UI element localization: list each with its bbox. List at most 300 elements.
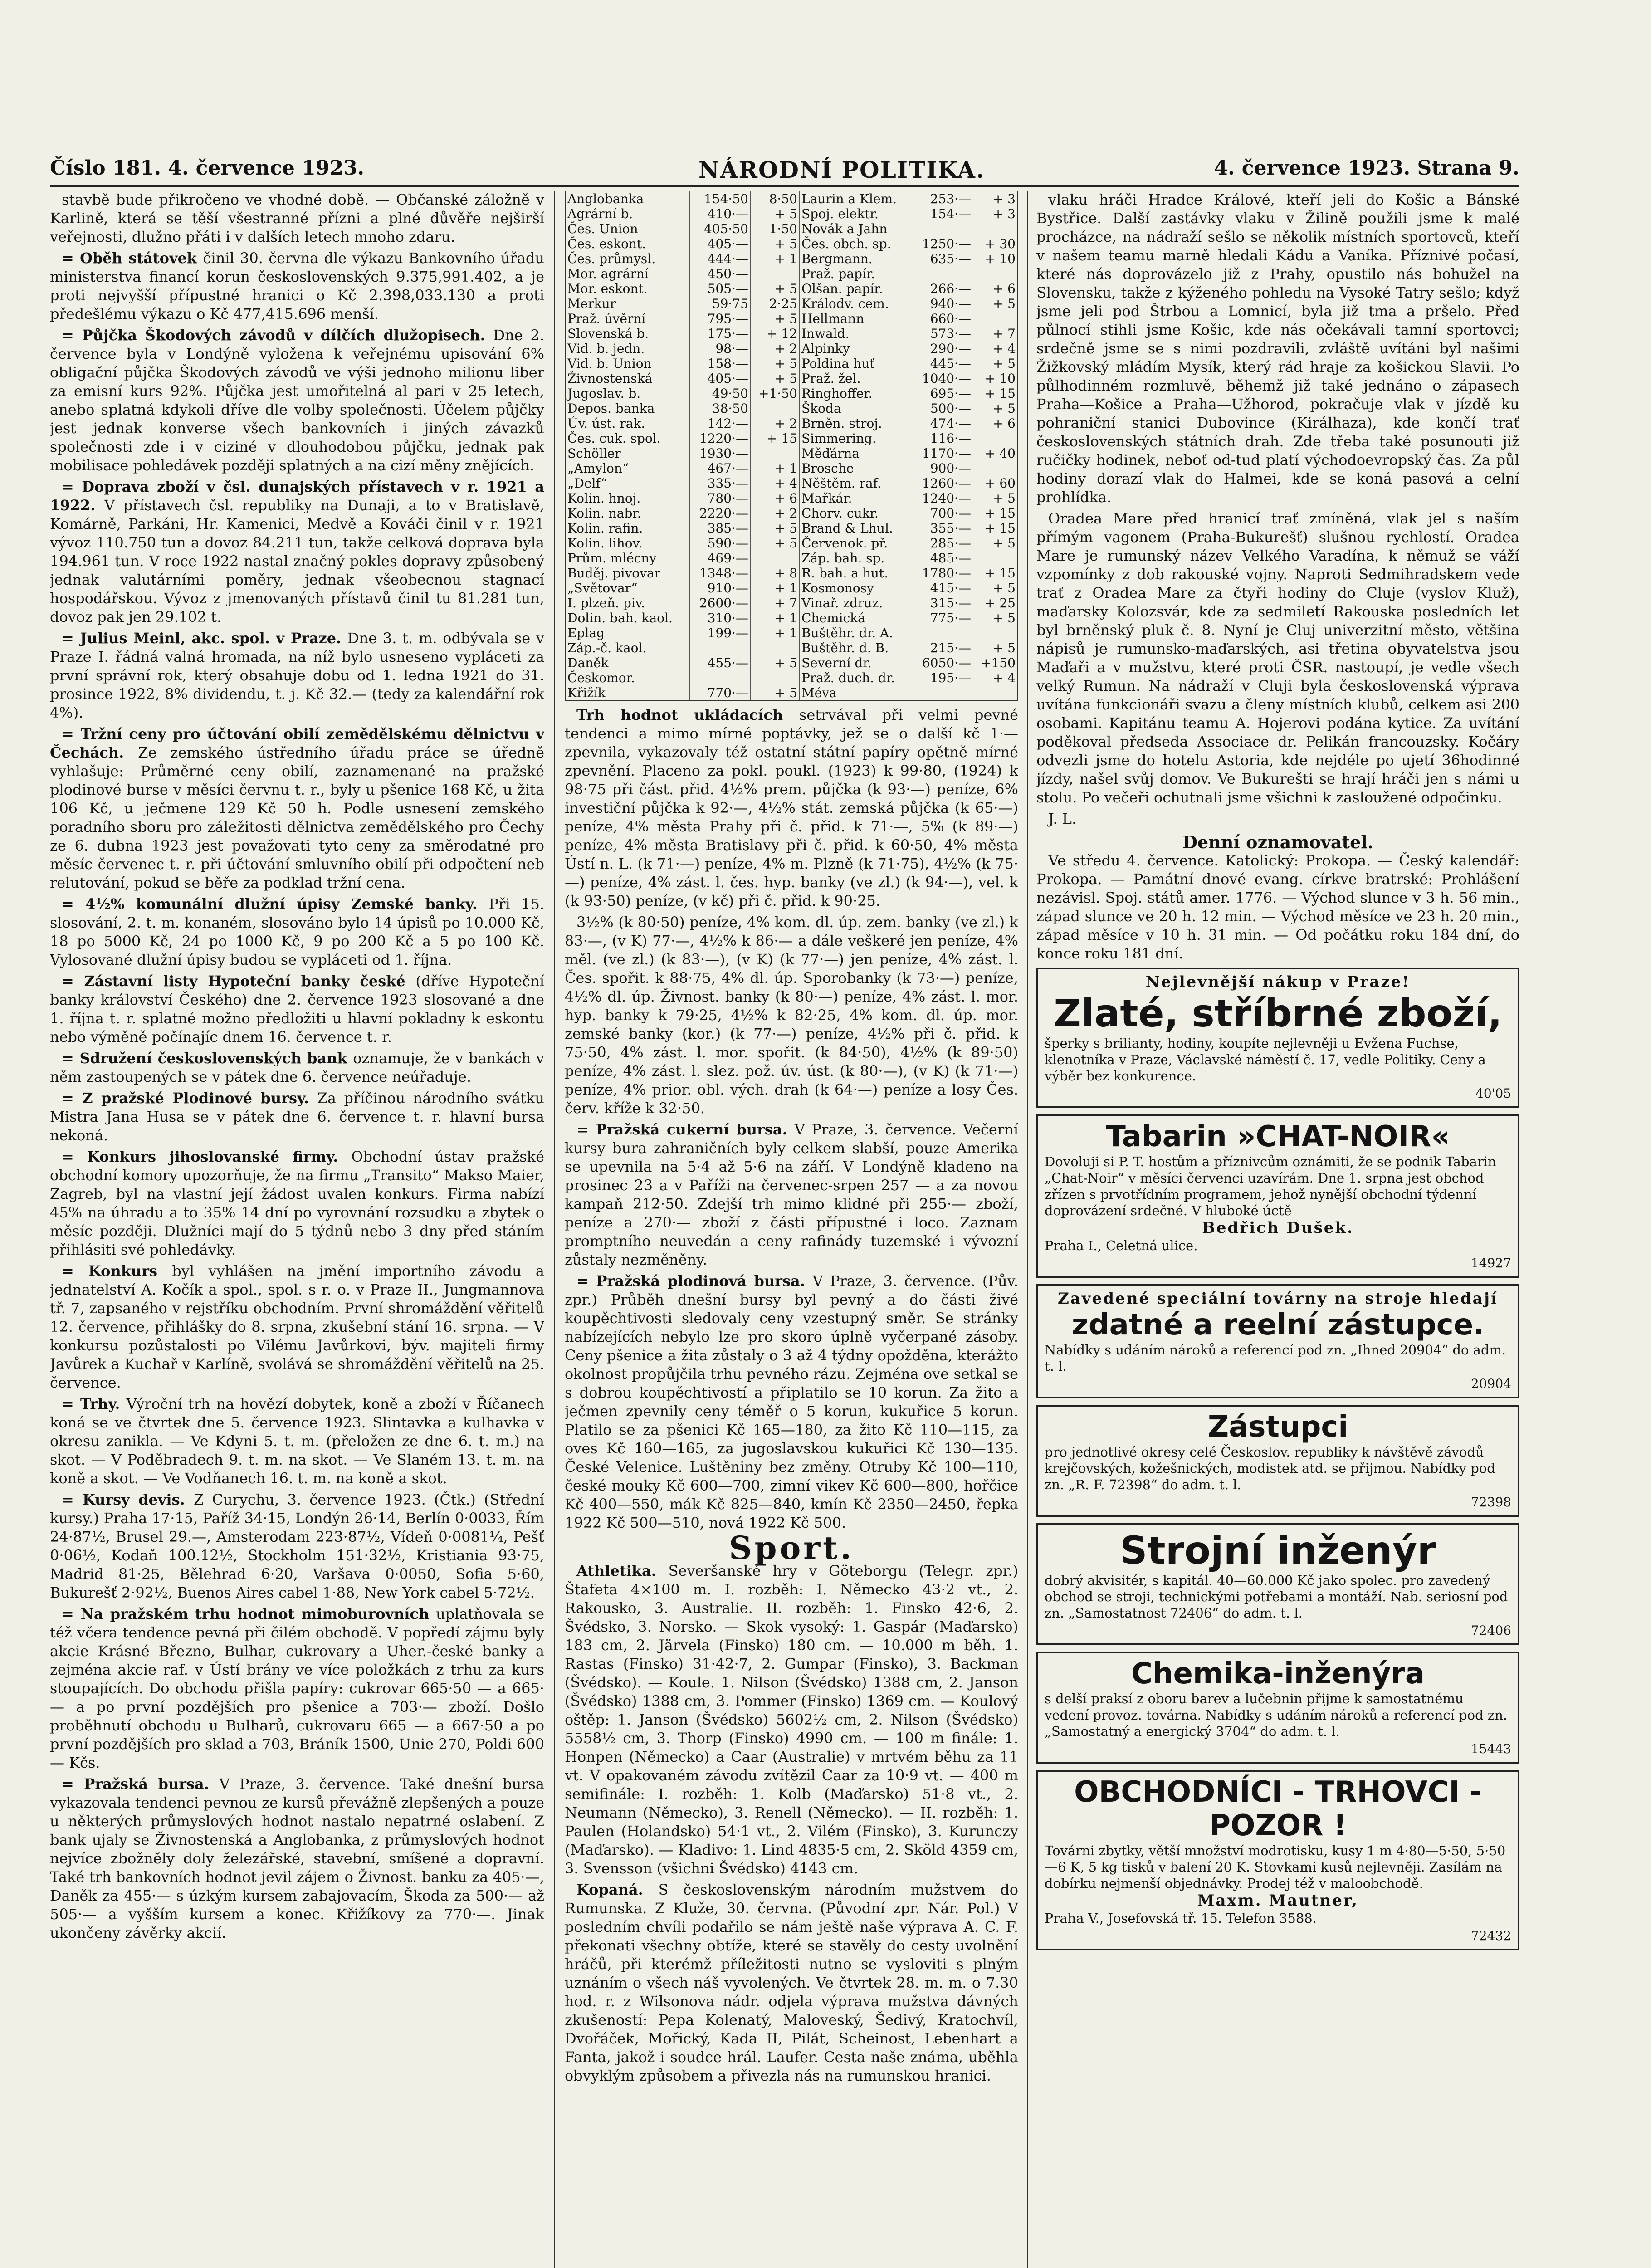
sport-heading: Sport. xyxy=(729,1529,854,1567)
stock-cell xyxy=(973,551,1018,566)
stock-row xyxy=(565,566,1018,581)
stock-cell: + 15 xyxy=(973,566,1018,581)
stock-cell xyxy=(750,266,799,281)
stock-cell: + 1 xyxy=(750,581,799,596)
article-text: (dříve Hypoteční banky království Českého) dne 2. července 1923 slosované a dne 1. října t. r. splatné možno předložiti u hlavní pokladny k eskontu nebo výměně počínajíc dnem 16. července t. r. xyxy=(50,973,544,1046)
stock-cell: + 60 xyxy=(973,476,1018,491)
stock-cell: 335·— xyxy=(690,476,750,491)
article-lead: = Pražská cukerní bursa. xyxy=(576,1121,795,1138)
stock-cell: 266·— xyxy=(913,281,973,296)
stock-cell: Kolin. hnoj. xyxy=(565,491,690,506)
article-paragraph xyxy=(50,1395,544,1488)
article-paragraph xyxy=(50,1605,544,1772)
article-paragraph xyxy=(50,249,544,323)
stock-cell: 500·— xyxy=(913,401,973,416)
ad-signature: Bedřich Dušek. xyxy=(1202,1219,1354,1237)
article-text: Z Curychu, 3. července 1923. (Čtk.) (Střední kursy.) Praha 17·15, Paříž 34·15, Londýn 26·14, Berlín 0·0033, Řím 24·87½, Brusel 29.—, Amsterodam 223·87½, Vídeň 0·0081¼, Pešť 0·06½, Kodaň 100.12½, Stockholm 151·32½, Kristiania 93·75, Madrid 81·25, Bělehrad 6·20, Varšava 0·0050, Sofia 5·60, Bukurešť 2·92½, Buenos Aires cabel 1·88, New York cabel 5·72½. xyxy=(50,1491,544,1601)
article-text: setrvával při velmi pevné tendenci a mimo mírné poptávky, jež se o další kč 1·— zpevnila, vykazovaly též ostatní státní papíry opětně mírné zpevnění. Placeno za pokl. poukl. (1923) k 99·80, (1924) k 98·75 při část. přid. 4½% prem. půjčka (k 93·—) peníze, 6% investiční půjčka k 92·—, 4½% stát. zemská půjčka (k 65·—) peníze, 4% města Prahy při č. přid. k 71·—, 5% (k 89·—) peníze, 4% města Bratislavy při č. přid. k 60·50, 4% města Ústí n. L. (k 71·—) peníze, 4% m. Plzně (k 71·75), 4½% (k 75·—) peníze, 4% zást. l. čes. hyp. banky (ve zl.) (k 94·—), vel. k (k 93·50) peníze, (v kč) při č. přid. k 90·25. xyxy=(565,706,1018,909)
stock-row xyxy=(565,461,1018,476)
ad-code: 15443 xyxy=(1470,1741,1511,1756)
stock-cell xyxy=(913,626,973,640)
stock-cell: Alpinky xyxy=(799,341,913,356)
stock-cell: Něštěm. raf. xyxy=(799,476,913,491)
stock-row xyxy=(565,296,1018,311)
article-paragraph xyxy=(50,1148,544,1259)
stock-cell: +1·50 xyxy=(750,386,799,401)
article-paragraph xyxy=(50,326,544,475)
stock-cell: 142·— xyxy=(690,416,750,431)
advertisement xyxy=(1036,1652,1519,1764)
article-lead: = Sdružení československých bank xyxy=(62,1050,353,1067)
ad-body: Továrni zbytky, větší množství modrotisku, kusy 1 m 4·80—5·50, 5·50—6 K, 5 kg tisků v balení 20 K. Stovkami kusů nejlevněji. Zasílám na dobírku nejmenší objednávky. Prodej též v maloobchodě. xyxy=(1045,1843,1506,1891)
stock-row xyxy=(565,655,1018,670)
stock-cell: 38·50 xyxy=(690,401,750,416)
stock-cell: 59·75 xyxy=(690,296,750,311)
ad-body: pro jednotlivé okresy celé Českoslov. republiky k návštěvě závodů krejčovských, kožešnických, modistek atd. se přijmou. Nabídky pod zn. „R. F. 72398“ do adm. t. l. xyxy=(1045,1444,1495,1492)
article-paragraph xyxy=(50,1089,544,1145)
stock-cell: 590·— xyxy=(690,536,750,551)
stock-cell: 474·— xyxy=(913,416,973,431)
ad-code: 72406 xyxy=(1470,1623,1511,1638)
stock-cell: + 1 xyxy=(750,251,799,266)
stock-cell: 2600·— xyxy=(690,596,750,611)
stock-cell: 1780·— xyxy=(913,566,973,581)
stock-cell: Mor. agrární xyxy=(565,266,690,281)
article-text: Obchodní ústav pražské obchodní komory upozorňuje, že na firmu „Transito“ Makso Maier, Zagreb, byl na vlastní její žádost uvalen konkurs. Firma nabízí 45% na úhradu a to 35% 14 dní po vyrovnání rozsudku a zbytek o měsíc později. Dlužníci mají do 5 týdnů nebo 3 dny před stáním přihlásiti své pohledávky. xyxy=(50,1148,544,1258)
stock-cell: Brosche xyxy=(799,461,913,476)
stock-cell: Laurin a Klem. xyxy=(799,191,913,206)
article-text: V Praze, 3. července. Také dnešní bursa vykazovala tendenci pevnou ze kursů převážně zlepšených a pouze u některých průmyslových hodnot nastalo nepatrné oslabení. Z bank ujaly se Živnostenská a Anglobanka, z průmyslových hodnot nejvíce zbožněly doly železářské, stavební, smíšené a dopravní. Také trh bankovních hodnot jevil zájem o Živnost. banku za 405·—, Daněk za 455·— s úzkým kursem zabajovacím, Škoda za 500·— až 505·— a vyšším kursem a konec. Křižíkovy za 770·—. Jinak ukončeny závěrky akcií. xyxy=(50,1775,544,1941)
stock-cell: Červenok. př. xyxy=(799,536,913,551)
stock-cell: Poldina huť xyxy=(799,356,913,371)
stock-cell: + 6 xyxy=(973,416,1018,431)
article-lead: = Pražská bursa. xyxy=(62,1775,220,1793)
stock-cell: 444·— xyxy=(690,251,750,266)
ad-headline: OBCHODNÍCI - TRHOVCI - POZOR ! xyxy=(1074,1775,1482,1843)
stock-cell xyxy=(973,461,1018,476)
stock-cell: + 1 xyxy=(750,611,799,626)
ad-headline: Chemika-inženýra xyxy=(1131,1657,1425,1691)
article-text: 3½% (k 80·50) peníze, 4% kom. dl. úp. zem. banky (ve zl.) k 83·—, (v K) 77·—, 4½% k 86·— a dále veškeré jen peníze, 4% měl. (ve zl.) (k 83·—), (v K) (k 77·—) jen peníze, 4% zást. l. Čes. spořit. k 88·75, 4% dl. úp. Sporobanky (k 73·—) peníze, 4½% dl. úp. Živnost. banky (k 80·—) peníze, 4% zást. l. mor. hyp. banky k 79·25, 4½% k 82·25, 4% kom. dl. úp. mor. zemské banky (kor.) (k 77·—) peníze, 4½% při č. přid. k 75·50, 4% zást. l. mor. spořit. (k 84·50), 4½% (k 89·50) peníze, 4% zást. l. slez. pož. úv. úst. (k 80·—), (v K) (k 71·—) peníze, 4% prior. obl. vých. drah (k 64·—) peníze a losy Čes. červ. kříže k 32·50. xyxy=(565,914,1018,1117)
stock-cell: 775·— xyxy=(913,611,973,626)
stock-cell: Spoj. elektr. xyxy=(799,206,913,221)
article-lead: = Julius Meinl, akc. spol. v Praze. xyxy=(62,630,347,647)
article-lead: = Trhy. xyxy=(62,1395,127,1413)
stock-cell: + 3 xyxy=(973,206,1018,221)
stock-cell: 405·— xyxy=(690,236,750,251)
stock-row xyxy=(565,386,1018,401)
stock-cell: 175·— xyxy=(690,326,750,341)
article-paragraph xyxy=(1036,191,1519,507)
advertisement xyxy=(1036,1523,1519,1645)
stock-cell: 49·50 xyxy=(690,386,750,401)
article-text: Oradea Mare před hranicí trať zmíněná, vlak jel s naším přímým vagonem (Praha-Bukurešť) slušnou rychlostí. Oradea Mare je rumunský název Velkého Varadína, k němuž se váží vzpomínky z dob rakouské vojny. Naproti Sedmihradskem vede trať z Oradea Mare za čtyři hodiny do Cluje (vyslov Kluž), maďarsky Kolozsvár, kde za sedmiletí Rakouska posledních let byl brněnský pluk č. 8. Nyní je Cluj univerzitní město, většina nápisů je rumunsko-maďarských, asi třetina obyvatelstva jsou Maďaři a v mužstvu, které proti ČSR. nastoupí, je vedle všech velký Rumun. Na nádraží v Cluji byla československá výprava uvítána funkcionáři svazu a členy místních klubů, celkem asi 200 osobami. Kapitánu teamu A. Hojerovi podána kytice. Za uvítání poděkoval předseda Associace dr. Pelikán francouzsky. Kočáry odvezli jsme do hotelu Astoria, kde nejdéle po ujetí 36hodinné jízdy, našel svůj domov. Ve Bukurešti se hrají hráči jen s námi u stolu. Po večeři ochutnali jsme všichni k zasloužené odpočinku. xyxy=(1036,510,1519,806)
ad-headline: Zástupci xyxy=(1207,1410,1348,1444)
stock-row xyxy=(565,431,1018,446)
page-number: 4. července 1923. Strana 9. xyxy=(1214,156,1519,180)
article-text: byl vyhlášen na jmění importního závodu a jednatelství A. Kočík a spol., spol. s r. o. v Praze II., Jungmannova tř. 7, zapsaného v rejstříku obchodním. První shromáždění věřitelů 12. července, přihlášky do 8. srpna, zkušební stání 16. srpna. — V konkursu pozůstalosti po Vilému Javůrkovi, býv. majiteli firmy Javůrek a Kuchař v Karlíně, svolává se shromáždění věřitelů na 25. července. xyxy=(50,1262,544,1391)
stock-cell xyxy=(750,640,799,655)
ad-subtitle: Praha V., Josefovská tř. 15. Telefon 3588. xyxy=(1045,1911,1317,1926)
stock-cell: Úv. úst. rak. xyxy=(565,416,690,431)
stock-cell: Praž. duch. dr. xyxy=(799,670,913,685)
stock-cell: + 30 xyxy=(973,236,1018,251)
stock-cell: Vid. b. Union xyxy=(565,356,690,371)
stock-cell: 154·— xyxy=(913,206,973,221)
stock-cell: Méva xyxy=(799,685,913,701)
stock-row xyxy=(565,685,1018,701)
ad-body: šperky s brilianty, hodiny, koupíte nejlevněji u Evžena Fuchse, klenotníka v Praze, Václavské náměstí č. 17, vedle Politiky. Ceny a výběr bez konkurence. xyxy=(1045,1036,1486,1084)
article-lead: = 4½% komunální dlužní úpisy Zemské banky. xyxy=(62,895,489,913)
ad-signature: Maxm. Mautner, xyxy=(1197,1892,1359,1910)
article-paragraph xyxy=(50,629,544,722)
stock-cell: 6050·— xyxy=(913,655,973,670)
stock-cell: Čes. průmysl. xyxy=(565,251,690,266)
stock-row xyxy=(565,311,1018,326)
stock-cell xyxy=(973,221,1018,236)
ad-code: 40'05 xyxy=(1475,1086,1511,1101)
advertisement xyxy=(1036,1770,1519,1950)
ad-body: dobrý akvisitér, s kapitál. 40—60.000 Kč jako spolec. pro zavedený obchod se stroji, technickými potřebami a montáží. Nab. seriosní pod zn. „Samostatnost 72406“ do adm. t. l. xyxy=(1045,1573,1508,1621)
article-text: oznamuje, že v bankách v něm zastoupených se v pátek dne 6. července neúřaduje. xyxy=(50,1050,544,1085)
stock-cell: 700·— xyxy=(913,506,973,521)
issue-number: Číslo 181. 4. července 1923. xyxy=(50,156,365,180)
ad-strip: Nejlevnější nákup v Praze! xyxy=(1145,973,1411,991)
article-paragraph xyxy=(565,706,1018,910)
article-paragraph xyxy=(50,725,544,892)
stock-cell: 410·— xyxy=(690,206,750,221)
ad-code: 20904 xyxy=(1470,1376,1511,1391)
stock-cell: + 5 xyxy=(750,206,799,221)
stock-cell: Kolin. rafin. xyxy=(565,521,690,536)
stock-cell: 900·— xyxy=(913,461,973,476)
stock-row xyxy=(565,611,1018,626)
stock-cell: + 5 xyxy=(750,536,799,551)
stock-cell: I. plzeň. piv. xyxy=(565,596,690,611)
stock-cell: + 4 xyxy=(750,476,799,491)
stock-cell: Buštěhr. d. B. xyxy=(799,640,913,655)
stock-cell: Praž. úvěrní xyxy=(565,311,690,326)
stock-cell: + 5 xyxy=(750,655,799,670)
stock-cell: 405·50 xyxy=(690,221,750,236)
stock-cell: Dolin. bah. kaol. xyxy=(565,611,690,626)
stock-cell: Kolin. lihov. xyxy=(565,536,690,551)
stock-cell: 405·— xyxy=(690,371,750,386)
stock-cell: Buděj. pivovar xyxy=(565,566,690,581)
stock-cell: 290·— xyxy=(913,341,973,356)
stock-cell: 1260·— xyxy=(913,476,973,491)
stock-row xyxy=(565,476,1018,491)
stock-cell: + 5 xyxy=(750,356,799,371)
stock-cell: + 5 xyxy=(973,536,1018,551)
stock-cell: Olšan. papír. xyxy=(799,281,913,296)
stock-cell: Bergmann. xyxy=(799,251,913,266)
article-paragraph xyxy=(1036,509,1519,807)
stock-cell: 445·— xyxy=(913,356,973,371)
stock-row xyxy=(565,356,1018,371)
stock-cell: + 12 xyxy=(750,326,799,341)
stock-cell: 385·— xyxy=(690,521,750,536)
stock-cell: Záp. bah. sp. xyxy=(799,551,913,566)
stock-cell xyxy=(750,446,799,461)
article-lead: = Doprava zboží v čsl. dunajských přístavech v r. 1921 a 1922. xyxy=(50,478,544,514)
stock-cell: + 40 xyxy=(973,446,1018,461)
stock-cell: Kolin. nabr. xyxy=(565,506,690,521)
stock-cell: + 2 xyxy=(750,416,799,431)
stock-cell xyxy=(973,626,1018,640)
stock-cell: 8·50 xyxy=(750,191,799,206)
article-paragraph xyxy=(50,972,544,1046)
sport-paragraph xyxy=(565,1562,1018,1878)
stock-cell: Brněn. stroj. xyxy=(799,416,913,431)
ad-body: Dovoluji si P. T. hostům a příznivcům oznámiti, že se podnik Tabarin „Chat-Noir“ v měsíci červenci uzavírám. Dne 1. srpna jest obchod zřízen s prvotřídním programem, jehož nynější obchodní týdenní doprovázení srdečné. V hluboké úctě xyxy=(1045,1154,1496,1218)
stock-cell: Ringhoffer. xyxy=(799,386,913,401)
article-paragraph xyxy=(50,895,544,969)
article-lead: = Tržní ceny pro účtování obilí zemědělskému dělnictvu v Čechách. xyxy=(50,725,544,761)
stock-cell: + 7 xyxy=(973,326,1018,341)
stock-cell: + 5 xyxy=(750,371,799,386)
article-text: Dne 3. t. m. odbývala se v Praze I. řádná valná hromada, na níž bylo usneseno vypláceti za první správní rok, který obsahuje dobu od 1. ledna 1921 do 31. prosince 1922, 8% dividendu, t. j. Kč 32.— (tedy za kalendářní rok 4%). xyxy=(50,630,544,721)
stock-cell: Slovenská b. xyxy=(565,326,690,341)
stock-cell: + 5 xyxy=(973,581,1018,596)
stock-cell: + 1 xyxy=(750,626,799,640)
article-paragraph xyxy=(50,1491,544,1602)
stock-cell: + 6 xyxy=(973,281,1018,296)
sport-paragraph xyxy=(565,1881,1018,2085)
stock-cell: + 5 xyxy=(973,296,1018,311)
stock-row xyxy=(565,521,1018,536)
stock-cell: Čes. eskont. xyxy=(565,236,690,251)
article-text: Dne 2. července byla v Londýně vyložena k veřejnému upisování 6% obligační půjčka Škodových závodů ve výši jednoho milionu liber za emisní kurs 92%. Půjčka jest umořitelná al pari v 25 letech, anebo splatná kdykoli dříve dle volby společnosti. Účelem půjčky jest jednak konverse všech bankovních i jiných závazků společnosti zde i v ciziné v dlouhodobou půjčku, jednak pak mobilisace pohledávek později splatných a na cizí měny znějících. xyxy=(50,327,544,474)
stock-row xyxy=(565,670,1018,685)
stock-cell: 940·— xyxy=(913,296,973,311)
column-divider xyxy=(1027,191,1028,2268)
stock-cell: 660·— xyxy=(913,311,973,326)
stock-cell: 116·— xyxy=(913,431,973,446)
stock-cell: + 15 xyxy=(973,386,1018,401)
stock-cell: Eplag xyxy=(565,626,690,640)
stock-cell: Severní dr. xyxy=(799,655,913,670)
article-text: Při 15. slosování, 2. t. m. konaném, slosováno bylo 14 úpisů po 10.000 Kč, 18 po 5000 Kč, 24 po 1000 Kč, 9 po 200 Kč a 5 po 100 Kč. Vylosované dlužní úpisy budou se vypláceti od 1. října. xyxy=(50,895,544,968)
stock-cell: Prům. mlécny xyxy=(565,551,690,566)
stock-cell: Čes. obch. sp. xyxy=(799,236,913,251)
stock-cell: + 10 xyxy=(973,251,1018,266)
stock-cell: 573·— xyxy=(913,326,973,341)
stock-row xyxy=(565,341,1018,356)
stock-cell: 455·— xyxy=(690,655,750,670)
article-paragraph xyxy=(50,191,544,246)
stock-cell: Hellmann xyxy=(799,311,913,326)
stock-row xyxy=(565,236,1018,251)
stock-cell: 469·— xyxy=(690,551,750,566)
stock-cell: Vid. b. jedn. xyxy=(565,341,690,356)
column-1 xyxy=(50,191,544,2268)
stock-cell: „Amylon“ xyxy=(565,461,690,476)
stock-cell: Vinař. zdruz. xyxy=(799,596,913,611)
stock-row xyxy=(565,221,1018,236)
article-lead: Trh hodnot ukládacích xyxy=(576,706,799,723)
stock-row xyxy=(565,281,1018,296)
header-rule xyxy=(50,185,1519,187)
stock-cell: Anglobanka xyxy=(565,191,690,206)
stock-cell xyxy=(973,311,1018,326)
stock-cell: 450·— xyxy=(690,266,750,281)
stock-cell: 695·— xyxy=(913,386,973,401)
stock-cell: + 7 xyxy=(750,596,799,611)
stock-row xyxy=(565,551,1018,566)
stock-cell: + 5 xyxy=(750,281,799,296)
article-lead: = Oběh státovek xyxy=(62,249,203,267)
advertisement xyxy=(1036,1114,1519,1278)
stock-cell xyxy=(973,431,1018,446)
newspaper-title: NÁRODNÍ POLITIKA. xyxy=(698,156,985,183)
stock-row xyxy=(565,491,1018,506)
sport-lead: Athletika. xyxy=(576,1562,669,1579)
stock-cell: + 5 xyxy=(973,356,1018,371)
article-text: V Praze, 3. července. (Pův. zpr.) Průběh dnešní bursy byl pevný a do části živé koupěchtivosti sledovaly ceny vzestupný směr. Se stránky nabízejících nebylo lze pro skoro úplně vyčerpané zásoby. Ceny pšenice a žita zůstaly o 3 až 4 týdny opožděna, kterážto okolnost propůjčila trhu pevného rázu. Zejména ove setkal se s dobrou koupěchtivostí a připlatilo se 10 korun. Za žito a ječmen zpevnily ceny téměř o 5 korun, kukuřice 5 korun. Platilo se za pšenici Kč 165—180, za žito Kč 110—115, za oves Kč 160—165, za jugoslavskou kukuřici Kč 130—135. České Velenice. Luštěniny bez změny. Otruby Kč 100—110, české mouky Kč 600—700, zimní vikev Kč 600—800, hořčice Kč 400—550, mák Kč 825—840, kmín Kč 2350—2450, řepka 1922 Kč 500—510, nová 1922 Kč 500. xyxy=(565,1272,1018,1531)
stock-cell: Čes. Union xyxy=(565,221,690,236)
article-paragraph xyxy=(565,1120,1018,1269)
stock-cell: Chemická xyxy=(799,611,913,626)
column-2 xyxy=(565,191,1018,2268)
article-text: činil 30. června dle výkazu Bankovního úřadu ministerstva financí korun československých 9.375,991.402, a je proti nejvyšší přípustné hranici o Kč 2.398,033.130 a proti předešlému výkazu o Kč 477,415.696 menší. xyxy=(50,249,544,323)
advertisement xyxy=(1036,968,1519,1108)
stock-cell: „Světovar“ xyxy=(565,581,690,596)
stock-cell: 795·— xyxy=(690,311,750,326)
stock-row xyxy=(565,251,1018,266)
stock-cell xyxy=(913,266,973,281)
stock-cell: Křižík xyxy=(565,685,690,701)
stock-row xyxy=(565,191,1018,206)
stock-cell: + 1 xyxy=(750,461,799,476)
stock-cell: + 5 xyxy=(973,491,1018,506)
stock-cell: + 5 xyxy=(973,401,1018,416)
stock-cell: 158·— xyxy=(690,356,750,371)
article-paragraph xyxy=(50,1775,544,1942)
stock-row xyxy=(565,416,1018,431)
stock-cell: Buštěhr. dr. A. xyxy=(799,626,913,640)
ad-code: 72398 xyxy=(1470,1495,1511,1510)
stock-cell: + 6 xyxy=(750,491,799,506)
stock-cell: 98·— xyxy=(690,341,750,356)
article-text: uplatňovala se též včera tendence pevná při čilém obchodě. V popředí zájmu byly akcie Krásné Březno, Bulhar, cukrovary a Uher.-české banky a zejména akcie raf. v Ústí brány ve více položkách z trhu za kurs stoupajících. Do obchodu přišla papíry: cukrovar 665·50 — a 665·— a po první pozdějších pro pšenice a 703·— zboží. Došlo proběhnutí obchodu u Bulharů, cukrovaru 665 — a 667·50 a po první pozdějších pro sklad a 703, Bráník 1500, Unie 270, Poldi 600 — Kčs. xyxy=(50,1605,544,1771)
stock-cell: 1250·— xyxy=(913,236,973,251)
stock-cell: Kosmonosy xyxy=(799,581,913,596)
stock-cell: Praž. papír. xyxy=(799,266,913,281)
stock-cell: + 5 xyxy=(750,685,799,701)
article-paragraph xyxy=(565,1272,1018,1532)
article-text: V Praze, 3. července. Večerní kursy bura zahraničních byly celkem slabší, pouze Amerika se upevnila na 5·4 až 5·6 na září. V Londýně kladeno na prosinec 23 a v Paříži na červenec-srpen 257 — a za novou kampaň 212·50. Zdejší trh mimo klidné při 255·— zboží, peníze a 270·— zboží z části přípustné i loco. Zaznam promptního neuvedán a ceny rafinády tuzemské i vývozní zůstaly nezměněny. xyxy=(565,1121,1018,1268)
stock-cell: + 25 xyxy=(973,596,1018,611)
ad-code: 14927 xyxy=(1470,1256,1511,1271)
article-text: V přístavech čsl. republiky na Dunaji, a to v Bratislavě, Komárně, Parkáni, Hr. Kamenici, Medvě a Kováči činil v r. 1921 vývoz 110.750 tun a dovoz 84.211 tun, takže celková doprava byla 194.961 tun. V roce 1922 nastal značný pokles dopravy způsobený jednak valutárními poměry, jednak všeobecnou stagnací hospodářskou. Vývoz z jmenovaných přístavů činil tu 81.281 tun, dovoz pak jen 29.102 t. xyxy=(50,497,544,626)
column-3 xyxy=(1036,191,1519,2268)
stock-cell: Českomor. xyxy=(565,670,690,685)
article-lead: = Konkurs jihoslovanské firmy. xyxy=(62,1148,352,1165)
stock-row xyxy=(565,371,1018,386)
ad-headline: zdatné a reelní zástupce. xyxy=(1071,1308,1485,1342)
article-paragraph xyxy=(565,913,1018,1118)
ad-body: s delší praksí z oboru barev a lučebnin přijme k samostatnému vedení provoz. továrna. Nabídky s udáním nároků a referencí pod zn. „Samostatný a energický 3704“ do adm. t. l. xyxy=(1045,1691,1508,1739)
article-paragraph xyxy=(50,1049,544,1086)
stock-cell: 1170·— xyxy=(913,446,973,461)
advertisement xyxy=(1036,1405,1519,1517)
stock-cell: Inwald. xyxy=(799,326,913,341)
stock-cell: Agrární b. xyxy=(565,206,690,221)
article-lead: = Na pražském trhu hodnot mimoburovních xyxy=(62,1605,436,1623)
stock-cell: Záp.-č. kaol. xyxy=(565,640,690,655)
column-divider xyxy=(554,191,555,2268)
stock-cell: 215·— xyxy=(913,640,973,655)
article-lead: = Půjčka Škodových závodů v dílčích dlužopisech. xyxy=(62,327,493,344)
stock-cell: + 15 xyxy=(973,521,1018,536)
stock-cell: 505·— xyxy=(690,281,750,296)
stock-cell: 253·— xyxy=(913,191,973,206)
stock-cell: Měďárna xyxy=(799,446,913,461)
stock-cell: „Delf“ xyxy=(565,476,690,491)
stock-cell: + 10 xyxy=(973,371,1018,386)
stock-cell xyxy=(913,221,973,236)
stock-cell: Schöller xyxy=(565,446,690,461)
stock-cell: Brand & Lhul. xyxy=(799,521,913,536)
article-paragraph xyxy=(50,1262,544,1392)
ad-body: Nabídky s udáním nároků a referencí pod zn. „Ihned 20904“ do adm. t. l. xyxy=(1045,1342,1506,1374)
stock-cell: 310·— xyxy=(690,611,750,626)
stock-cell: Škoda xyxy=(799,401,913,416)
stock-cell: Novák a Jahn xyxy=(799,221,913,236)
sport-text: S československým národním mužstvem do Rumunska. Z Kluže, 30. června. (Původní zpr. Nár. Pol.) V posledním chvíli podařilo se nám ještě naše výprava A. C. F. překonati všechny obtíže, které se stavěly do cesty uvolnění hráčů, při kterémž příležitosti nutno se vysloviti s plným uznáním o všech náš vyvolených. Ve čtvrtek 28. m. m. o 7.30 hod. r. z Wilsonova nádr. odjela výprava mužstva dávných zkušeností: Pepa Kolenatý, Maloveský, Šedivý, Kratochvíl, Dvořáček, Mořický, Kada II, Pilát, Scheinost, Lebenhart a Fanta, jakož i soudce hrál. Laufer. Cesta naše známa, uběhla obvyklým způsobem a přivezla nás na rumunskou hranici. xyxy=(565,1881,1018,2084)
ad-headline: Tabarin »CHAT-NOIR« xyxy=(1106,1120,1450,1154)
stock-cell: 1348·— xyxy=(690,566,750,581)
stock-row xyxy=(565,206,1018,221)
stock-cell: 635·— xyxy=(913,251,973,266)
article-text: Za příčinou národního svátku Mistra Jana Husa se v pátek dne 6. července t. r. hlavní bursa nekoná. xyxy=(50,1090,544,1144)
stock-cell: 1220·— xyxy=(690,431,750,446)
stock-cell: + 15 xyxy=(973,506,1018,521)
ad-subtitle: Praha I., Celetná ulice. xyxy=(1045,1238,1198,1253)
stock-cell xyxy=(973,266,1018,281)
stock-cell: + 8 xyxy=(750,566,799,581)
stock-cell: 199·— xyxy=(690,626,750,640)
stock-row xyxy=(565,596,1018,611)
stock-cell xyxy=(690,670,750,685)
stock-cell: 195·— xyxy=(913,670,973,685)
stock-cell: Merkur xyxy=(565,296,690,311)
stock-cell: + 5 xyxy=(750,311,799,326)
stock-cell: + 5 xyxy=(750,521,799,536)
stock-cell: Chorv. cukr. xyxy=(799,506,913,521)
article-text: J. L. xyxy=(1048,810,1077,827)
stock-cell: Mor. eskont. xyxy=(565,281,690,296)
stock-cell: Živnostenská xyxy=(565,371,690,386)
stock-cell: Králodv. cem. xyxy=(799,296,913,311)
stock-cell: Mařkár. xyxy=(799,491,913,506)
stock-row xyxy=(565,626,1018,640)
stock-cell: 467·— xyxy=(690,461,750,476)
stock-cell: 770·— xyxy=(690,685,750,701)
stock-row xyxy=(565,266,1018,281)
stock-cell: + 4 xyxy=(973,670,1018,685)
stock-cell: + 5 xyxy=(750,236,799,251)
article-paragraph xyxy=(50,478,544,626)
stock-cell xyxy=(913,685,973,701)
stock-cell xyxy=(750,401,799,416)
stock-cell: +150 xyxy=(973,655,1018,670)
stock-cell: 1040·— xyxy=(913,371,973,386)
article-text: Výroční trh na hovězí dobytek, koně a zboží v Říčanech koná se ve čtvrtek dne 5. července 1923. Slintavka a kulhavka v okresu zanikla. — Ve Kdyni 5. t. m. (přeložen ze dne 6. t. m.) na skot. — V Poděbradech 9. t. m. na skot. — Ve Slaném 13. t. m. na koně a skot. — Ve Vodňanech 16. t. m. na koně a skot. xyxy=(50,1395,544,1487)
article-text: vlaku hráči Hradce Králové, kteří jeli do Košic a Bánské Bystřice. Další zastávky vlaku v Žilině použili jsme k malé procházce, na nádraží sešlo se několik místních sportovců, kteří v našem teamu marně hledali Kádu a Vaníka. Příznivé počasí, které nás doprovázelo již z Prahy, opustilo nás bohužel na Slovensku, takže z kýženého pohledu na Vysoké Tatry sešlo; když jsme jeli pod Štrbou a Lomnicí, byla již tma a pršelo. Před půlnocí stihli jsme Košic, kde nás očekávali tamní sportovci; srdečně jsme se s nimi pozdravili, zvláště uvítáni byl našimi Žižkovský mládím Mysík, který rád hraje za košickou Slavii. Po půlhodinném rozmluvě, běhemž již také jednáno o zápasech Praha—Košice a Praha—Užhorod, pokračuje vlak v jízdě ku pohraniční stanici Dubovince (Királhaza), kde končí trať československých státních drah. Zde třeba také posunouti již ručičky hodinek, neboť od-tud platí východoevropský čas. Za půl hodiny dorazí vlak do Halmei, kde se koná pasová a celní prohlídka. xyxy=(1036,191,1519,506)
article-text: stavbě bude přikročeno ve vhodné době. — Občanské záložně v Karlině, která se těší všestranné přízni a plné důvěře nejširší veřejnosti, dlužno přáti i v dalších letech mnoho zdaru. xyxy=(50,191,544,245)
